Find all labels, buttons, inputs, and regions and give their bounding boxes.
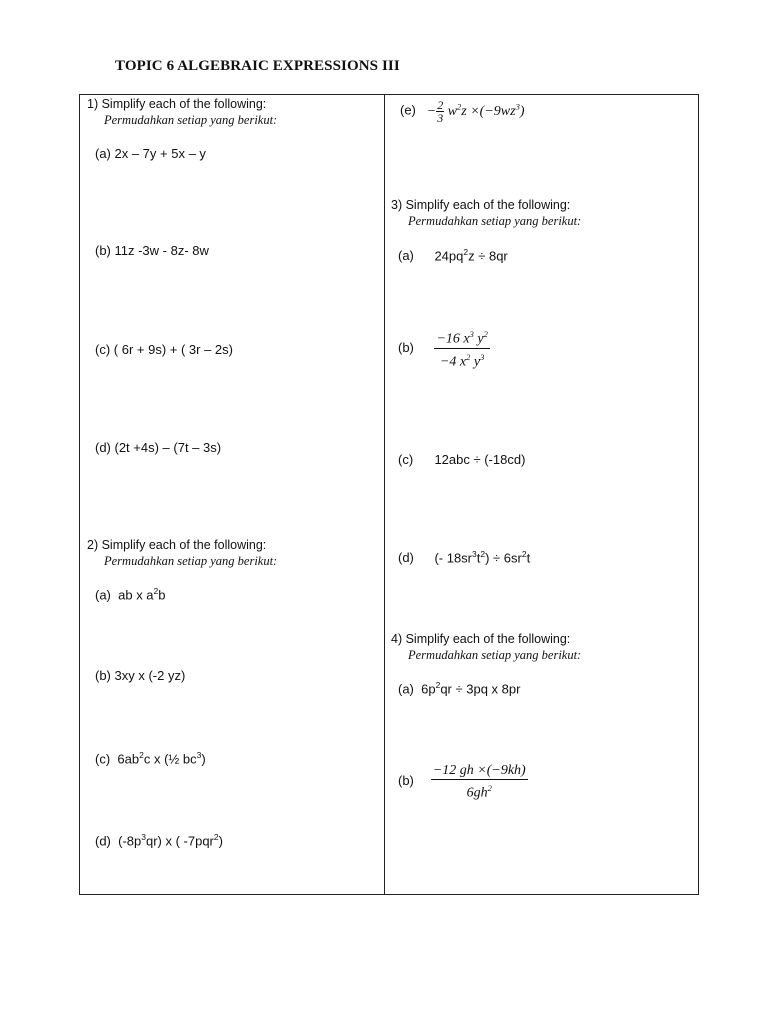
q1-e-expression xyxy=(426,98,525,125)
q2-b: (b) 3xy x (-2 yz) xyxy=(95,668,186,683)
q3-d-t3: ) ÷ 6sr xyxy=(485,550,522,566)
worksheet-table xyxy=(79,94,699,895)
q3-d-label: (d) xyxy=(398,550,414,566)
q3-subheading: Permudahkan setiap yang berikut: xyxy=(408,214,582,228)
q3-b-den-t2: y xyxy=(470,354,481,370)
q2-d-t3: ) xyxy=(218,833,223,849)
q1-e-frac-den: 3 xyxy=(437,111,444,125)
q3-a-t2: z ÷ 8qr xyxy=(468,248,508,264)
q2-d xyxy=(95,832,223,848)
q1-e-s1: 2 xyxy=(457,101,462,112)
q1-e-s2: 3 xyxy=(515,101,520,112)
q4-b-denominator xyxy=(465,780,494,801)
q3-d-t1: (- 18sr xyxy=(434,550,473,566)
q3-b-den-s1: 2 xyxy=(466,351,471,362)
q4-heading: 4) Simplify each of the following: xyxy=(391,632,571,646)
q3-b-den-t1: −4 x xyxy=(439,354,467,370)
q3-b-fraction xyxy=(434,327,489,369)
q3-b xyxy=(398,327,490,369)
q2-d-s1: 3 xyxy=(141,832,146,842)
q4-b-numerator: −12 gh ×(−9kh) xyxy=(432,763,526,778)
q4-b-label: (b) xyxy=(398,773,414,789)
q4-b-fraction xyxy=(431,763,528,801)
q3-d-t4: t xyxy=(526,550,531,566)
q3-d-s1: 3 xyxy=(472,549,477,559)
q1-e-t3: ) xyxy=(519,103,525,119)
q2-c-s1: 2 xyxy=(139,750,144,760)
q3-d xyxy=(398,549,530,565)
q3-d-s2: 2 xyxy=(480,549,486,559)
q2-d-t1: (-8p xyxy=(118,833,142,849)
q1-e-fraction xyxy=(436,99,444,124)
q4-a xyxy=(398,680,520,696)
q3-b-num-s1: 3 xyxy=(469,329,474,339)
q3-b-num-s2: 2 xyxy=(483,329,488,339)
q1-e-t1: w xyxy=(447,103,458,119)
q1-c: (c) ( 6r + 9s) + ( 3r – 2s) xyxy=(95,342,233,357)
q3-d-s3: 2 xyxy=(521,549,527,559)
q2-c-label: (c) xyxy=(95,751,111,767)
q1-e xyxy=(400,99,525,124)
q2-a-exp: 2 xyxy=(153,586,159,596)
column-divider xyxy=(384,95,385,894)
q4-a-label: (a) xyxy=(398,681,414,697)
q3-b-den-s2: 3 xyxy=(480,351,485,362)
q3-b-label: (b) xyxy=(398,339,414,355)
q1-subheading: Permudahkan setiap yang berikut: xyxy=(104,113,278,127)
q1-a: (a) 2x – 7y + 5x – y xyxy=(95,146,206,161)
q2-c-t3: ) xyxy=(201,751,206,767)
q2-a-post: b xyxy=(158,587,166,603)
q2-d-s2: 2 xyxy=(213,832,219,842)
q3-c-text: 12abc ÷ (-18cd) xyxy=(434,452,526,467)
q1-e-t2: z ×(−9wz xyxy=(461,103,516,119)
q4-b-den-t1: 6gh xyxy=(466,785,488,801)
q2-heading: 2) Simplify each of the following: xyxy=(87,538,267,552)
q2-d-label: (d) xyxy=(95,833,111,849)
q2-c xyxy=(95,750,206,766)
q1-e-minus: − xyxy=(426,103,437,119)
q2-a-pre: ab x a xyxy=(118,587,154,603)
q1-d: (d) (2t +4s) – (7t – 3s) xyxy=(95,440,222,455)
q3-d-t2: t xyxy=(476,550,481,566)
q4-a-s1: 2 xyxy=(435,680,441,690)
q3-a-label: (a) xyxy=(398,248,414,264)
q1-e-frac-num: 2 xyxy=(437,98,444,112)
q4-a-t2: qr ÷ 3pq x 8pr xyxy=(440,681,521,697)
q3-b-denominator xyxy=(438,349,486,370)
q4-b xyxy=(398,763,528,801)
q3-b-numerator xyxy=(434,327,489,349)
q3-heading: 3) Simplify each of the following: xyxy=(391,198,571,212)
q2-d-t2: qr) x ( -7pqr xyxy=(145,833,214,849)
q1-heading: 1) Simplify each of the following: xyxy=(87,97,267,111)
q3-a xyxy=(398,247,508,263)
q3-a-t1: 24pq xyxy=(434,248,464,264)
q3-a-s1: 2 xyxy=(463,247,469,257)
q4-a-t1: 6p xyxy=(421,681,436,697)
q3-b-num-t1: −16 x xyxy=(436,331,470,347)
q2-c-t2: c x (½ bc xyxy=(143,751,197,767)
q2-c-s2: 3 xyxy=(196,750,202,760)
q2-c-t1: 6ab xyxy=(117,751,140,767)
q3-b-num-t2: y xyxy=(473,331,484,347)
q4-b-den-s1: 2 xyxy=(487,783,492,793)
q2-subheading: Permudahkan setiap yang berikut: xyxy=(104,554,278,568)
q4-subheading: Permudahkan setiap yang berikut: xyxy=(408,648,582,662)
page-title: TOPIC 6 ALGEBRAIC EXPRESSIONS III xyxy=(115,58,400,74)
q1-b: (b) 11z -3w - 8z- 8w xyxy=(95,243,209,258)
q1-e-label: (e) xyxy=(400,102,416,118)
q3-c xyxy=(398,452,525,467)
q3-c-label: (c) xyxy=(398,452,414,467)
q2-a xyxy=(95,586,166,602)
q2-a-label: (a) xyxy=(95,587,111,603)
